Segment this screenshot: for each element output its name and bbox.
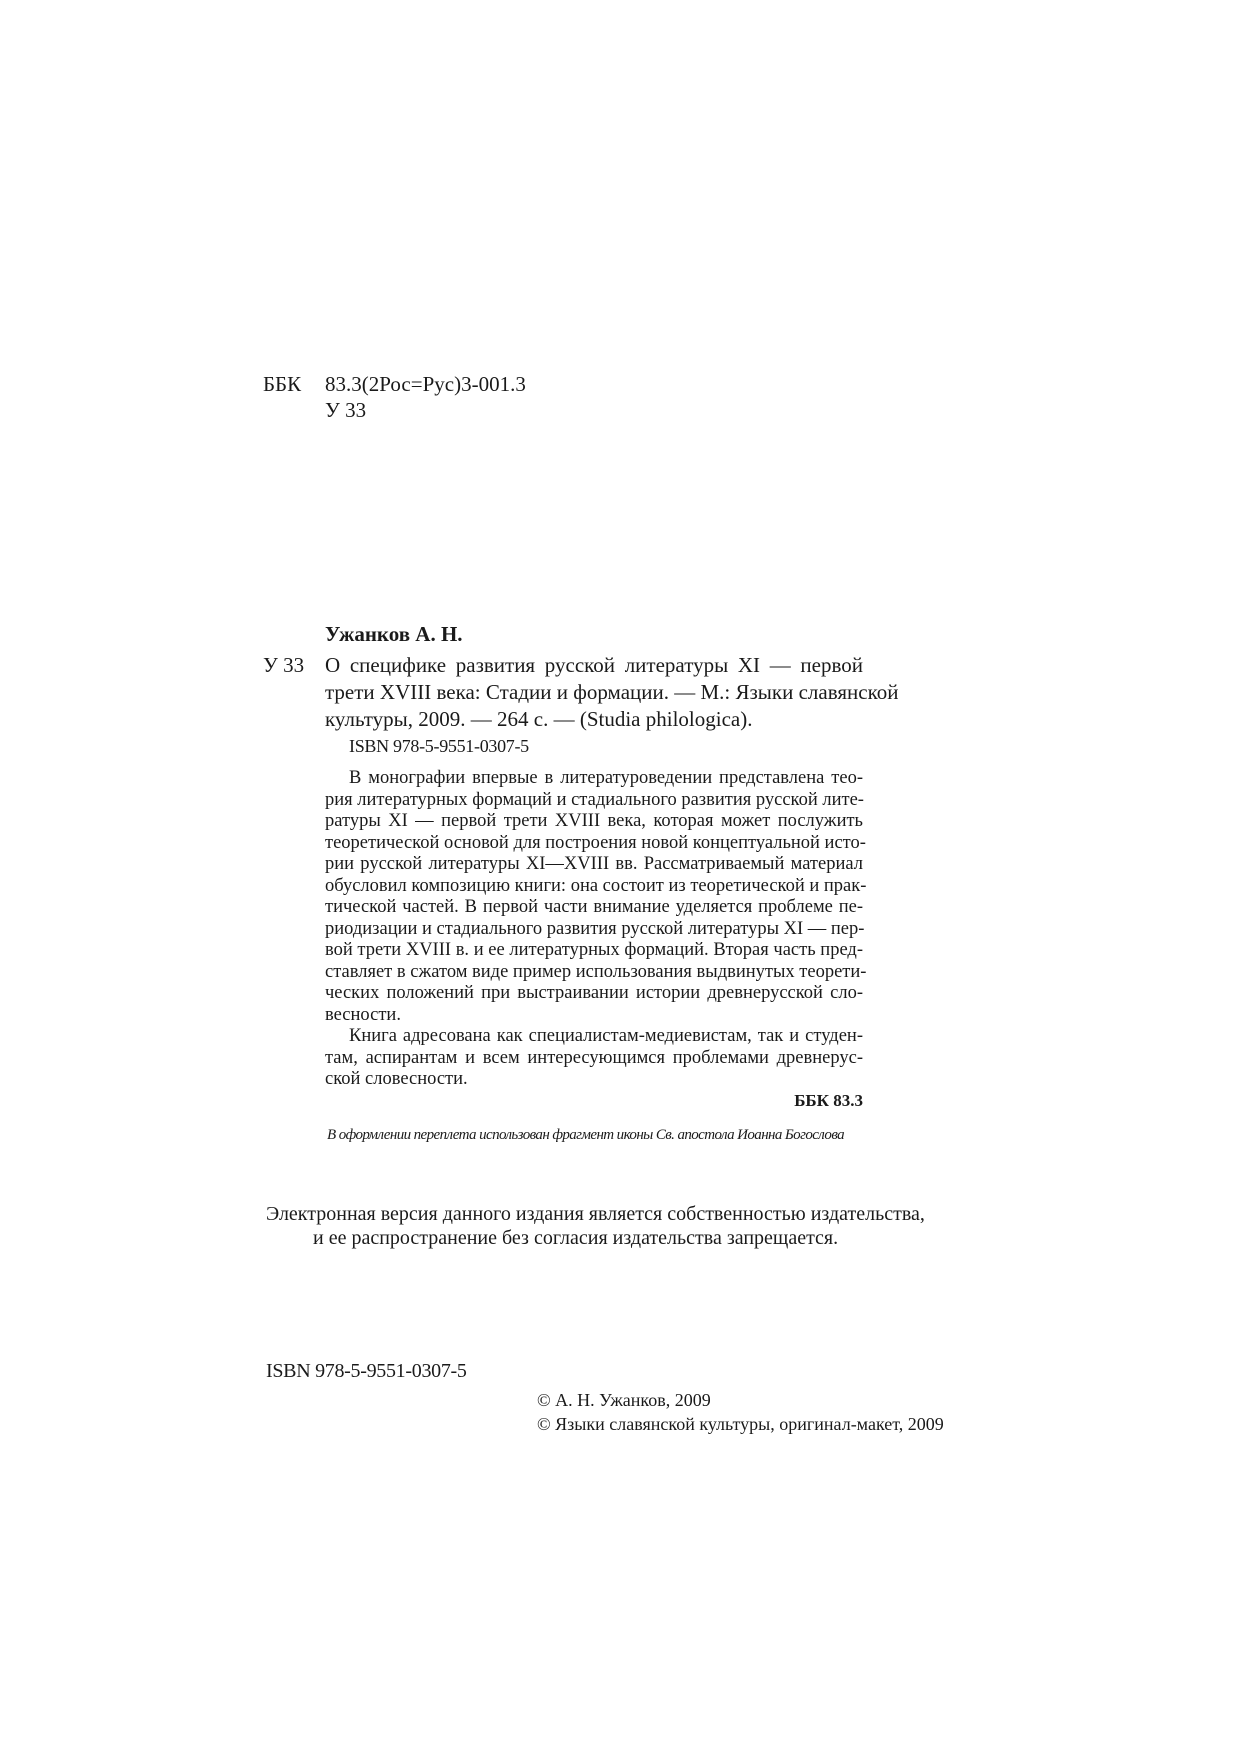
annotation-line: ческих положений при выстраивании истории древнерусской сло- — [325, 983, 863, 1003]
citation-line: О специфике развития русской литературы XI — первой — [325, 653, 863, 677]
bbk-code: 83.3(2Рос=Рус)3-001.3 — [325, 372, 526, 396]
annotation-line: весности. — [325, 1004, 401, 1025]
annotation-line: Книга адресована как специалистам-медиевистам, так и студен- — [349, 1026, 863, 1046]
annotation-line: обусловил композицию книги: она состоит из теоретической и прак- — [325, 875, 867, 896]
copyright-author: © А. Н. Ужанков, 2009 — [537, 1390, 711, 1410]
annotation-line: В монографии впервые в литературоведении представлена тео- — [349, 768, 863, 788]
cover-note: В оформлении переплета использован фрагмент иконы Св. апостола Иоанна Богослова — [327, 1127, 845, 1143]
annotation-line: ставляет в сжатом виде пример использования выдвинутых теорети- — [325, 961, 867, 982]
author-mark-entry: У 33 — [263, 653, 305, 677]
annotation-line: ратуры XI — первой трети XVIII века, которая может послужить — [325, 811, 863, 831]
annotation-line: там, аспирантам и всем интересующимся проблемами древнерус- — [325, 1047, 863, 1068]
bbk-short: ББК 83.3 — [794, 1091, 863, 1110]
annotation-line: теоретической основой для построения новой концептуальной исто- — [325, 832, 866, 853]
copyright-publisher: © Языки славянской культуры, оригинал-макет, 2009 — [537, 1414, 944, 1434]
bbk-label: ББК — [263, 372, 302, 396]
annotation-line: вой трети XVIII в. и ее литературных формаций. Вторая часть пред- — [325, 940, 863, 960]
annotation-line: риодизации и стадиального развития русской литературы XI — пер- — [325, 918, 865, 939]
annotation — [325, 768, 867, 1091]
citation-line: культуры, 2009. — 264 с. — (Studia philologica). — [325, 707, 753, 731]
isbn-entry: ISBN 978-5-9551-0307-5 — [349, 736, 529, 756]
annotation-line: рия литературных формаций и стадиального развития русской лите- — [325, 789, 864, 810]
annotation-line: рии русской литературы XI—XVIII вв. Рассматриваемый материал — [325, 854, 863, 874]
citation-line: трети XVIII века: Стадии и формации. — М.: Языки славянской — [325, 680, 899, 704]
annotation-line: ской словесности. — [325, 1069, 468, 1089]
isbn-bottom: ISBN 978-5-9551-0307-5 — [266, 1360, 467, 1382]
author-mark-top: У 33 — [325, 398, 367, 422]
electronic-notice-line: и ее распространение без согласия издательства запрещается. — [313, 1227, 839, 1249]
electronic-notice-line: Электронная версия данного издания является собственностью издательства, — [266, 1203, 925, 1225]
author-name: Ужанков А. Н. — [325, 622, 463, 646]
annotation-line: тической частей. В первой части внимание уделяется проблеме пе- — [325, 897, 863, 917]
citation — [325, 652, 899, 733]
